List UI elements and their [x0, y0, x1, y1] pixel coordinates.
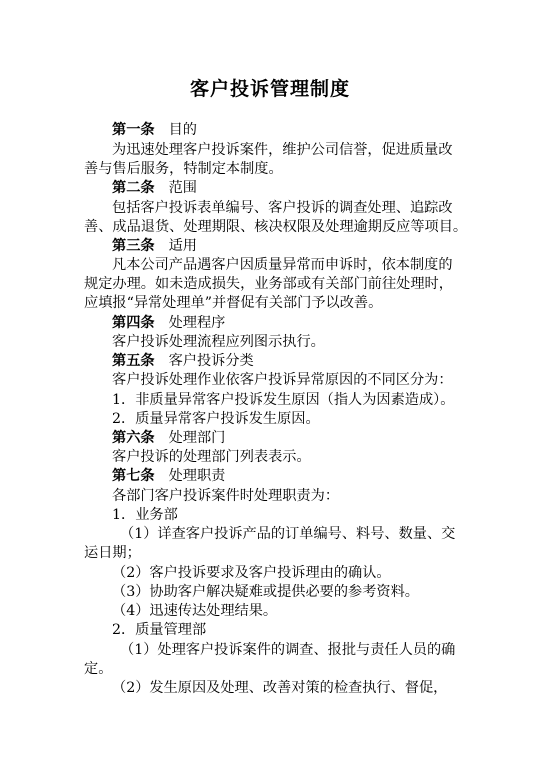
article-1-line: 为迅速处理客户投诉案件，维护公司信誉，促进质量改 [112, 142, 453, 158]
article-7-item: （2）发生原因及处理、改善对策的检查执行、督促， [112, 680, 448, 696]
article-6-name: 处理部门 [168, 430, 226, 446]
article-1-name: 目的 [168, 122, 197, 138]
article-5-line: 客户投诉处理作业依客户投诉异常原因的不同区分为： [112, 372, 453, 388]
article-3-line: 应填报“异常处理单”并督促有关部门予以改善。 [84, 295, 383, 311]
article-4-name: 处理程序 [168, 315, 226, 331]
article-6-heading [112, 429, 496, 448]
article-7-item: （3）协助客户解决疑难或提供必要的参考资料。 [112, 584, 419, 600]
article-7-line: 各部门客户投诉案件时处理职责为： [112, 488, 340, 504]
article-6-line: 客户投诉的处理部门列表表示。 [112, 449, 311, 465]
article-3-name: 适用 [168, 238, 197, 254]
article-7-item: （4）迅速传达处理结果。 [112, 603, 278, 619]
article-7-item: （2）客户投诉要求及客户投诉理由的确认。 [112, 565, 391, 581]
article-2-line: 善、成品退货、处理期限、核决权限及处理逾期反应等项目。 [84, 219, 468, 235]
article-4-heading [112, 314, 496, 333]
article-4-number: 第四条 [112, 315, 155, 331]
article-7-item: （1）处理客户投诉案件的调查、报批与责任人员的确 [120, 642, 456, 658]
article-7-item: 定。 [84, 661, 113, 677]
article-7-number: 第七条 [112, 468, 155, 484]
article-2-name: 范围 [168, 180, 197, 196]
document-title: 客户投诉管理制度 [189, 78, 350, 100]
article-5-name: 客户投诉分类 [168, 353, 254, 369]
article-3-line: 凡本公司产品遇客户因质量异常而申诉时，依本制度的 [112, 257, 453, 273]
article-2-heading [112, 179, 496, 198]
article-3-line: 规定办理。如未造成损失，业务部或有关部门前往处理时， [84, 276, 453, 292]
article-7-subheading: 1．业务部 [112, 507, 178, 523]
article-2-number: 第二条 [112, 180, 155, 196]
article-6-number: 第六条 [112, 430, 155, 446]
article-1-line: 善与售后服务，特制定本制度。 [84, 161, 283, 177]
article-1-number: 第一条 [112, 122, 155, 138]
article-5-number: 第五条 [112, 353, 155, 369]
article-7-heading [112, 467, 496, 486]
article-4-line: 客户投诉处理流程应列图示执行。 [112, 334, 325, 350]
article-7-name: 处理职责 [168, 468, 226, 484]
article-1-heading [112, 121, 496, 140]
article-7-subheading: 2．质量管理部 [112, 622, 207, 638]
article-2-line: 包括客户投诉表单编号、客户投诉的调查处理、追踪改 [112, 200, 453, 216]
article-5-item: 1．非质量异常客户投诉发生原因（指人为因素造成）。 [112, 392, 455, 408]
article-5-heading [112, 352, 496, 371]
article-3-heading [112, 237, 496, 256]
article-7-item: （1）详查客户投诉产品的订单编号、料号、数量、交 [120, 526, 456, 542]
article-5-item: 2．质量异常客户投诉发生原因。 [112, 411, 320, 427]
article-3-number: 第三条 [112, 238, 155, 254]
article-7-item: 运日期； [84, 545, 141, 561]
